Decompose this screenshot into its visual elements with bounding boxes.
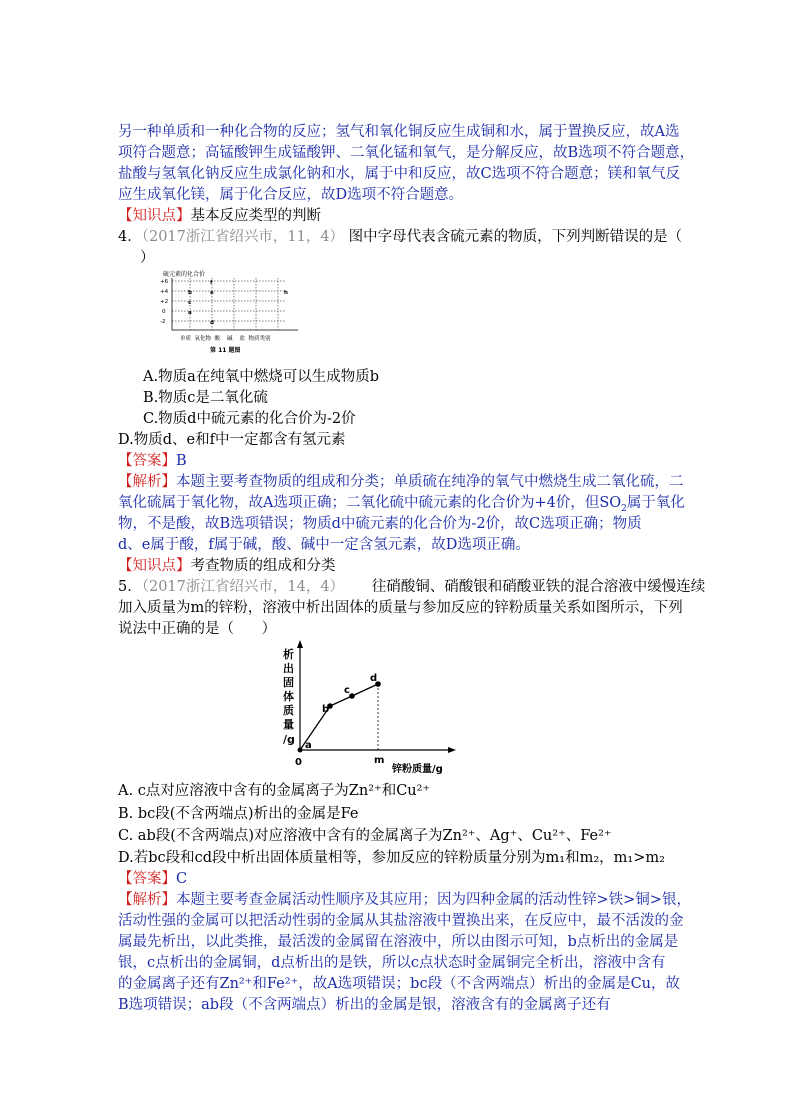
ylabel-char: 固 <box>283 676 294 689</box>
q5-option-c: C. ab段(不含两端点)对应溶液中含有的金属离子为Zn²⁺、Ag⁺、Cu²⁺、Fe²⁺ <box>118 828 612 844</box>
q4-xcats: 单质 氧化物 酸 碱 盐 物质类别 <box>180 336 271 342</box>
knowledge-tag: 【知识点】 <box>118 558 191 574</box>
ytick: +4 <box>160 289 169 295</box>
point-b-label: b <box>322 704 330 715</box>
knowledge-point-3 <box>118 206 321 226</box>
q5-number: 5． <box>118 579 142 595</box>
point-d-label: d <box>370 673 378 684</box>
ylabel-char: 体 <box>283 690 294 703</box>
ylabel-char: 质 <box>283 704 294 717</box>
q5-option-d: D.若bc段和cd段中析出固体质量相等，参加反应的锌粉质量分别为m₁和m₂，m₁>m₂ <box>118 850 665 866</box>
q4-option-a: A.物质a在纯氧中燃烧可以生成物质b <box>143 369 380 385</box>
q5-stem-3: 说法中正确的是（ ） <box>118 621 277 637</box>
intro-line-2: 项符合题意；高锰酸钾生成锰酸钾、二氧化锰和氧气，是分解反应，故B选项不符合题意， <box>118 145 695 161</box>
analysis-tag: 【解析】 <box>118 474 176 490</box>
intro-line-3: 盐酸与氢氧化钠反应生成氯化钠和水，属于中和反应，故C选项不符合题意；镁和氧气反 <box>118 166 681 182</box>
ytick: +2 <box>160 299 169 305</box>
ytick: 0 <box>162 309 166 315</box>
q4-analysis-1 <box>118 472 684 492</box>
q4-option-d: D.物质d、e和f中一定都含有氢元素 <box>118 432 346 448</box>
point-label: f <box>210 280 213 286</box>
origin-label: 0 <box>295 757 302 768</box>
analysis-tag: 【解析】 <box>118 892 176 908</box>
q4-analysis-2: 氧化硫属于氧化物，故A选项正确；二氧化硫中硫元素的化合价为+4价，但$SO_2$属于氧化 <box>118 495 685 514</box>
q5-analysis-5: 的金属离子还有Zn²⁺和Fe²⁺，故A选项错误；bc段（不含两端点）析出的金属是Cu，故 <box>118 976 680 992</box>
knowledge-text: 基本反应类型的判断 <box>190 208 321 224</box>
q4-yticks <box>160 279 169 325</box>
analysis-text-rest: 属于氧化 <box>626 495 685 511</box>
point-label: e <box>210 290 214 296</box>
q4-stem-text: 图中字母代表含硫元素的物质，下列判断错误的是（ <box>344 229 683 245</box>
q5-analysis-1 <box>118 890 691 910</box>
point-label: b <box>188 290 192 296</box>
q4-analysis-3: 物，不是酸，故B选项错误；物质d中硫元素的化合价为-2价，故C选项正确；物质 <box>118 516 642 532</box>
ylabel-char: /g <box>283 733 295 746</box>
point-label: a <box>188 310 192 316</box>
point-a-label: a <box>305 740 312 751</box>
q5-option-b: B. bc段(不含两端点)析出的金属是Fe <box>118 806 359 822</box>
q5-answer <box>118 869 187 889</box>
q5-xlabel: 锌粉质量/g <box>392 764 443 775</box>
q4-figure <box>158 268 308 360</box>
intro-line-1: 另一种单质和一种化合物的反应；氢气和氧化铜反应生成铜和水，属于置换反应，故A选 <box>118 124 680 140</box>
q5-analysis-4: 银，c点析出的金属铜，d点析出的是铁，所以c点状态时金属铜完全析出，溶液中含有 <box>118 955 666 971</box>
q4-source: （2017浙江省绍兴市，11，4） <box>141 229 345 245</box>
q5-figure <box>268 638 468 788</box>
answer-value: B <box>176 453 187 469</box>
point-label: h <box>284 290 288 296</box>
answer-tag: 【答案】 <box>118 871 176 887</box>
knowledge-tag: 【知识点】 <box>118 208 191 224</box>
q5-option-a: A. c点对应溶液中含有的金属离子为Zn²⁺和Cu²⁺ <box>118 783 431 799</box>
q4-option-c: C.物质d中硫元素的化合价为-2价 <box>143 411 356 427</box>
ytick: -2 <box>160 319 166 325</box>
analysis-text: 氧化硫属于氧化物，故A选项正确；二氧化硫中硫元素的化合价为+4价，但SO <box>118 495 622 511</box>
q4-points <box>188 280 288 326</box>
point-label: c <box>188 300 192 306</box>
q5-stem-1 <box>118 577 705 597</box>
q4-number: 4． <box>118 229 142 245</box>
q5-stem-text: 往硝酸铜、硝酸银和硝酸亚铁的混合溶液中缓慢连续 <box>344 579 706 595</box>
answer-value: C <box>176 871 188 887</box>
q5-analysis-2: 活动性强的金属可以把活动性弱的金属从其盐溶液中置换出来，在反应中，最不活泼的金 <box>118 913 684 929</box>
ylabel-char: 析 <box>283 648 294 661</box>
q4-stem <box>118 227 682 247</box>
q4-knowledge-point <box>118 556 336 576</box>
ytick: +6 <box>160 279 169 285</box>
q4-figure-ylabel: 硫元素的化合价 <box>163 271 206 278</box>
q4-figure-caption: 第 11 题图 <box>210 347 241 354</box>
q5-source: （2017浙江省绍兴市，14，4） <box>141 579 345 595</box>
point-c-label: c <box>344 685 350 696</box>
q4-stem-end: ） <box>140 250 155 266</box>
q5-ylabel <box>283 647 295 746</box>
q4-answer <box>118 451 187 471</box>
ylabel-char: 量 <box>283 718 294 731</box>
ylabel-char: 出 <box>283 662 294 675</box>
q5-analysis-3: 属最先析出，以此类推，最活泼的金属留在溶液中，所以由图示可知，b点析出的金属是 <box>118 934 679 950</box>
answer-tag: 【答案】 <box>118 453 176 469</box>
q5-stem-2: 加入质量为m的锌粉，溶液中析出固体的质量与参加反应的锌粉质量关系如图所示，下列 <box>118 600 683 616</box>
q4-analysis-4: d、e属于酸，f属于碱，酸、碱中一定含氢元素，故D选项正确。 <box>118 537 530 553</box>
x-mark-label: m <box>374 755 385 766</box>
analysis-text: 本题主要考查物质的组成和分类；单质硫在纯净的氧气中燃烧生成二氧化硫，二 <box>176 474 684 490</box>
analysis-text: 本题主要考查金属活动性顺序及其应用；因为四种金属的活动性锌>铁>铜>银， <box>176 892 691 908</box>
knowledge-text: 考查物质的组成和分类 <box>190 558 336 574</box>
q4-option-b: B.物质c是二氧化硫 <box>143 390 268 406</box>
point-label: d <box>210 320 214 326</box>
intro-line-4: 应生成氧化镁，属于化合反应，故D选项不符合题意。 <box>118 187 464 203</box>
q5-analysis-6: B选项错误；ab段（不含两端点）析出的金属是银，溶液含有的金属离子还有 <box>118 997 611 1013</box>
